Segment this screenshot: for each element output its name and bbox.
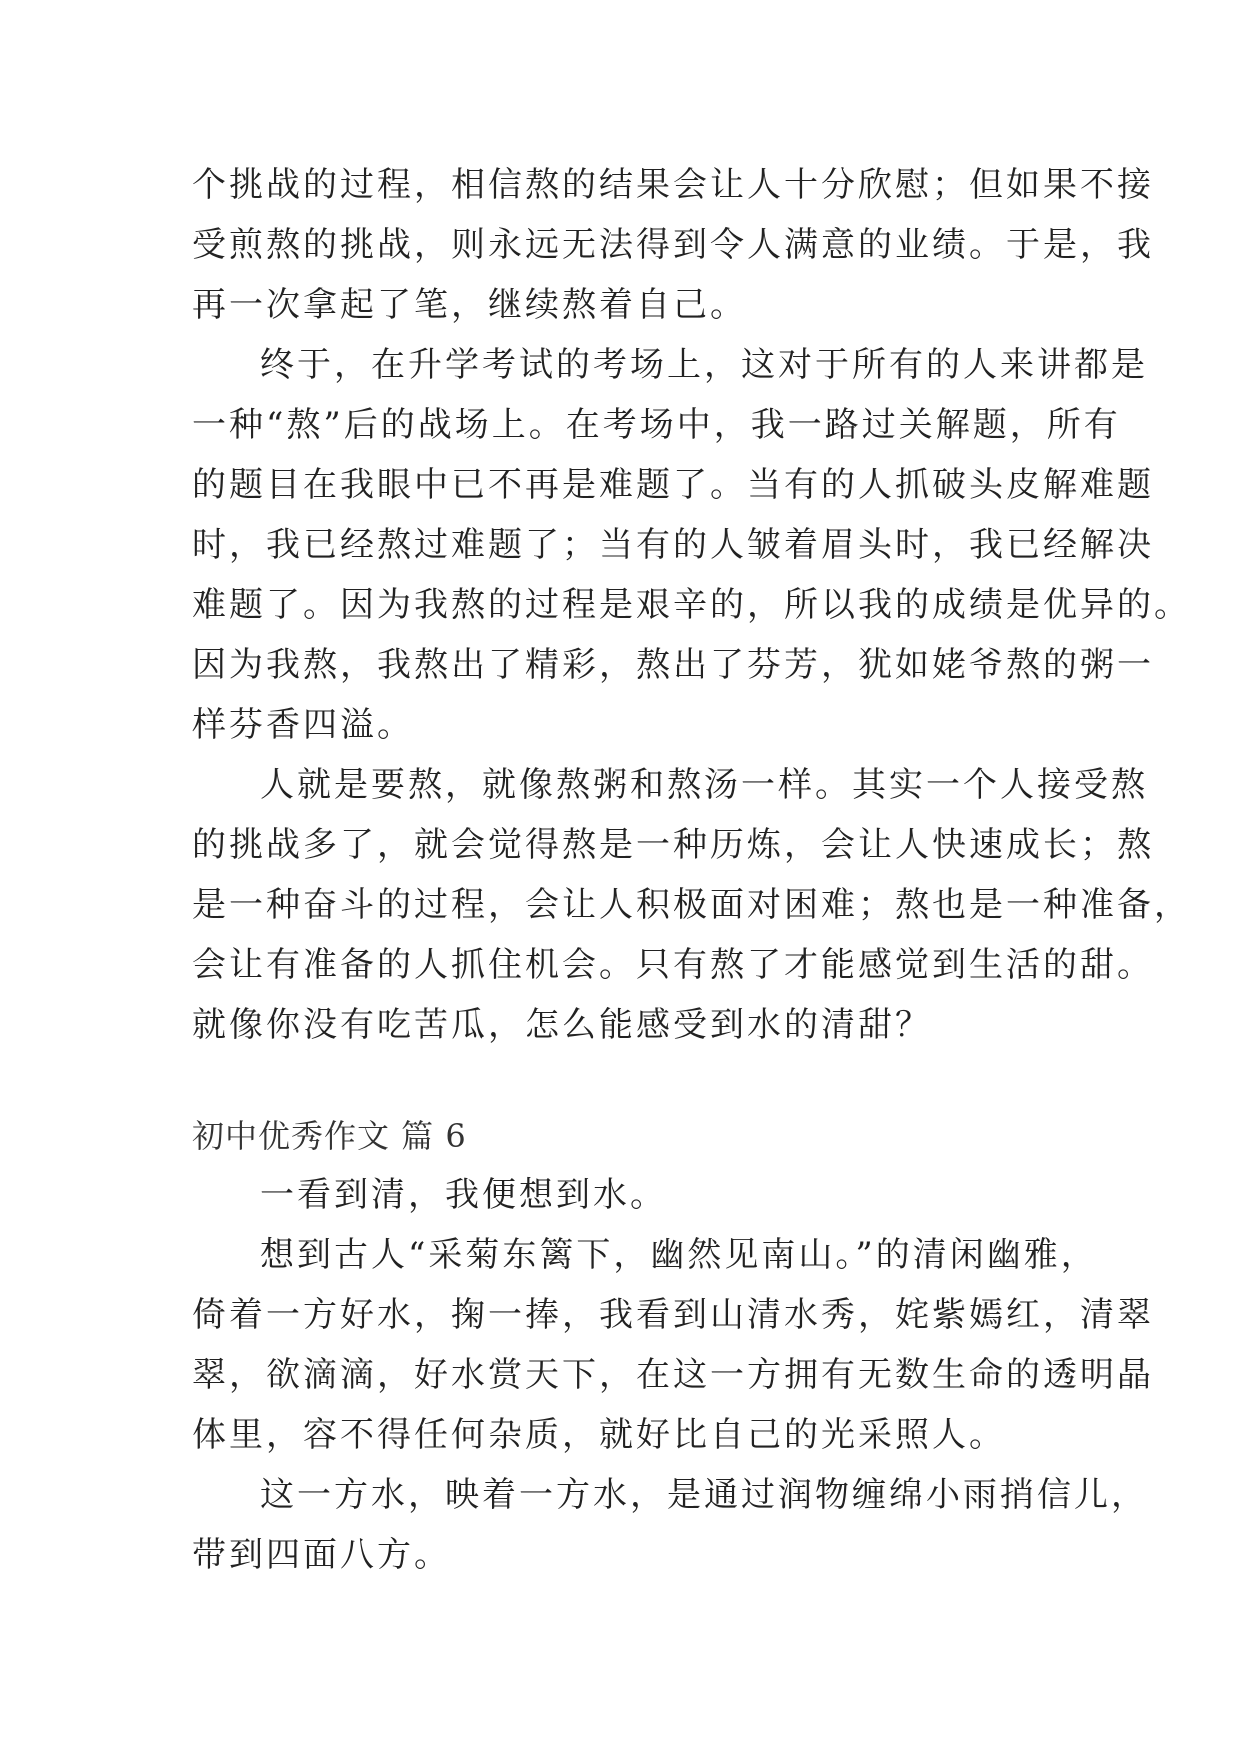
text-line: 再一次拿起了笔，继续熬着自己。	[192, 285, 747, 325]
paragraph-start-line: 想到古人“采菊东篱下，幽然见南山。”的清闲幽雅，	[260, 1235, 1098, 1275]
text-line: 翠，欲滴滴，好水赏天下，在这一方拥有无数生命的透明晶	[192, 1355, 1154, 1395]
text-line: 个挑战的过程，相信熬的结果会让人十分欣慰；但如果不接	[192, 165, 1154, 205]
text-line: 的题目在我眼中已不再是难题了。当有的人抓破头皮解难题	[192, 465, 1154, 505]
text-line: 是一种奋斗的过程，会让人积极面对困难；熬也是一种准备，	[192, 885, 1191, 925]
text-line: 带到四面八方。	[192, 1535, 451, 1575]
text-line: 时，我已经熬过难题了；当有的人皱着眉头时，我已经解决	[192, 525, 1154, 565]
text-line: 难题了。因为我熬的过程是艰辛的，所以我的成绩是优异的。	[192, 585, 1191, 625]
text-line: 一种“熬”后的战场上。在考场中，我一路过关解题，所有	[192, 405, 1121, 445]
text-line: 倚着一方好水，掬一捧，我看到山清水秀，姹紫嫣红，清翠	[192, 1295, 1154, 1335]
text-line: 会让有准备的人抓住机会。只有熬了才能感觉到生活的甜。	[192, 945, 1154, 985]
paragraph-start-line: 人就是要熬，就像熬粥和熬汤一样。其实一个人接受熬	[260, 765, 1148, 805]
section-heading: 初中优秀作文 篇 6	[192, 1117, 467, 1155]
text-line: 受煎熬的挑战，则永远无法得到令人满意的业绩。于是，我	[192, 225, 1154, 265]
text-line: 样芬香四溢。	[192, 705, 414, 745]
text-line: 体里，容不得任何杂质，就好比自己的光采照人。	[192, 1415, 1006, 1455]
text-line: 就像你没有吃苦瓜，怎么能感受到水的清甜？	[192, 1005, 932, 1045]
paragraph-start-line: 这一方水，映着一方水，是通过润物缠绵小雨捎信儿，	[260, 1475, 1148, 1515]
text-line: 因为我熬，我熬出了精彩，熬出了芬芳，犹如姥爷熬的粥一	[192, 645, 1154, 685]
paragraph-start-line: 终于，在升学考试的考场上，这对于所有的人来讲都是	[260, 345, 1148, 385]
paragraph-start-line: 一看到清，我便想到水。	[260, 1175, 667, 1215]
text-line: 的挑战多了，就会觉得熬是一种历炼，会让人快速成长；熬	[192, 825, 1154, 865]
